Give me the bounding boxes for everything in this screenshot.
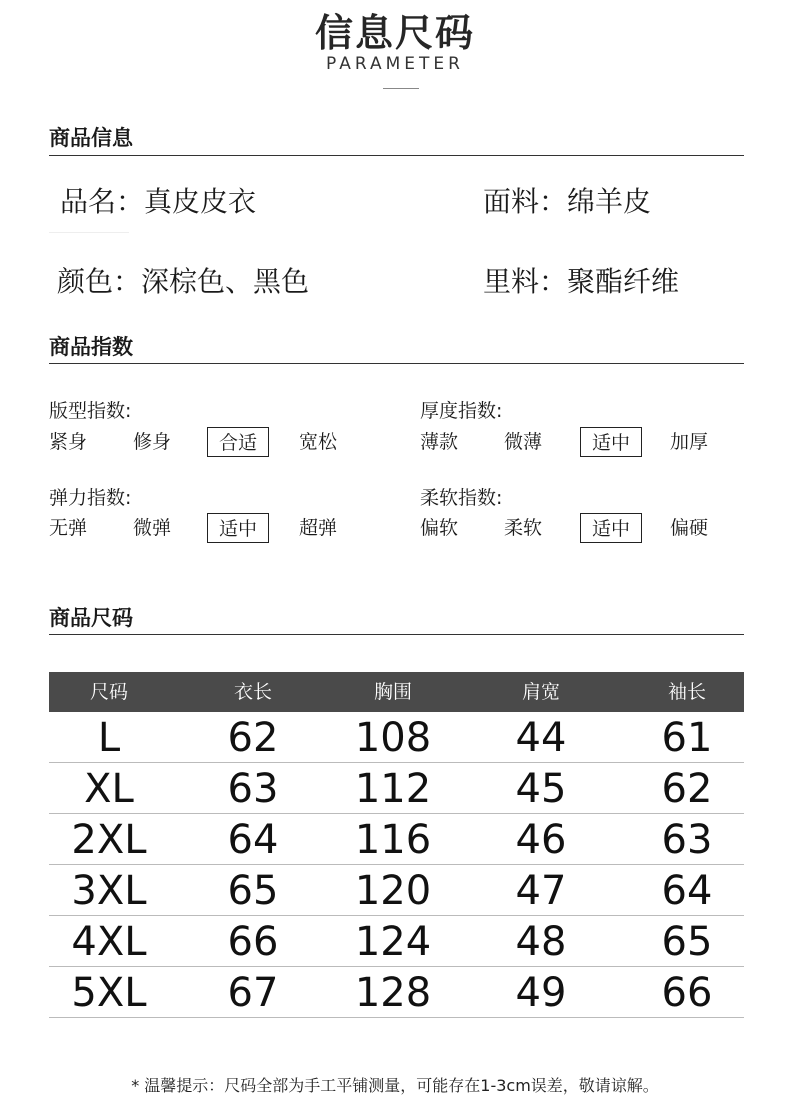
cell-shoulder: 49 — [515, 970, 567, 1016]
cell-chest: 116 — [354, 817, 432, 863]
thickness-option-selected: 适中 — [580, 427, 642, 457]
cell-shoulder: 44 — [515, 715, 567, 761]
size-table-header — [49, 672, 744, 712]
thickness-option-slightly-thin: 微薄 — [504, 431, 543, 453]
header-shoulder: 肩宽 — [521, 681, 560, 703]
cell-shoulder: 46 — [515, 817, 567, 863]
cell-chest: 112 — [354, 766, 432, 812]
product-name: 品名：真皮皮衣 — [60, 185, 257, 218]
elasticity-option-none: 无弹 — [49, 517, 88, 539]
table-row — [49, 865, 744, 916]
softness-index-label: 柔软指数: — [420, 487, 503, 509]
cell-chest: 124 — [354, 919, 432, 965]
cell-length: 64 — [227, 817, 279, 863]
cell-sleeve: 66 — [661, 970, 713, 1016]
table-row — [49, 763, 744, 814]
thickness-option-thin: 薄款 — [420, 431, 459, 453]
elasticity-option-slight: 微弹 — [133, 517, 172, 539]
cell-sleeve: 62 — [661, 766, 713, 812]
title-divider — [383, 88, 419, 89]
cell-sleeve: 64 — [661, 868, 713, 914]
thickness-index-options — [420, 427, 740, 459]
cell-length: 63 — [227, 766, 279, 812]
size-table — [49, 672, 744, 1018]
product-info-divider — [49, 155, 744, 156]
product-lining: 里料：聚酯纤维 — [483, 265, 680, 298]
cell-shoulder: 45 — [515, 766, 567, 812]
table-row — [49, 967, 744, 1018]
fit-index-options — [49, 427, 369, 459]
header-size: 尺码 — [89, 681, 128, 703]
table-row — [49, 712, 744, 763]
cell-size: L — [97, 715, 121, 761]
cell-sleeve: 63 — [661, 817, 713, 863]
sizes-heading: 商品尺码 — [49, 606, 133, 630]
cell-length: 66 — [227, 919, 279, 965]
fit-option-slim: 修身 — [133, 431, 172, 453]
product-color: 颜色：深棕色、黑色 — [57, 265, 310, 298]
cell-size: 5XL — [71, 970, 147, 1016]
measurement-note: * 温馨提示：尺码全部为手工平铺测量，可能存在1-3cm误差，敬请谅解。 — [131, 1076, 659, 1095]
elasticity-option-super: 超弹 — [299, 517, 338, 539]
cell-length: 62 — [227, 715, 279, 761]
product-fabric: 面料：绵羊皮 — [483, 185, 652, 218]
table-row — [49, 814, 744, 865]
cell-chest: 108 — [354, 715, 432, 761]
cell-shoulder: 47 — [515, 868, 567, 914]
cell-chest: 120 — [354, 868, 432, 914]
faint-divider — [49, 232, 129, 233]
elasticity-index-options — [49, 513, 369, 545]
cell-size: XL — [84, 766, 134, 812]
elasticity-index-label: 弹力指数: — [49, 487, 132, 509]
header-sleeve: 袖长 — [667, 681, 706, 703]
softness-index-options — [420, 513, 740, 545]
indices-divider — [49, 363, 744, 364]
fit-option-selected: 合适 — [207, 427, 269, 457]
fit-option-loose: 宽松 — [299, 431, 338, 453]
header-chest: 胸围 — [373, 681, 412, 703]
elasticity-option-selected: 适中 — [207, 513, 269, 543]
indices-heading: 商品指数 — [49, 335, 133, 359]
sizes-divider — [49, 634, 744, 635]
softness-option-very-soft: 柔软 — [504, 517, 543, 539]
page-title: 信息尺码 — [314, 11, 475, 55]
fit-option-tight: 紧身 — [49, 431, 88, 453]
cell-size: 3XL — [71, 868, 147, 914]
cell-size: 4XL — [71, 919, 147, 965]
cell-sleeve: 61 — [661, 715, 713, 761]
cell-length: 65 — [227, 868, 279, 914]
fit-index-label: 版型指数: — [49, 400, 132, 422]
cell-shoulder: 48 — [515, 919, 567, 965]
cell-chest: 128 — [354, 970, 432, 1016]
product-info-heading: 商品信息 — [49, 126, 133, 150]
page-subtitle: PARAMETER — [326, 54, 464, 74]
softness-option-hard: 偏硬 — [670, 517, 709, 539]
softness-option-soft: 偏软 — [420, 517, 459, 539]
header-length: 衣长 — [233, 681, 272, 703]
thickness-option-thick: 加厚 — [670, 431, 709, 453]
cell-size: 2XL — [71, 817, 147, 863]
softness-option-selected: 适中 — [580, 513, 642, 543]
cell-length: 67 — [227, 970, 279, 1016]
cell-sleeve: 65 — [661, 919, 713, 965]
table-row — [49, 916, 744, 967]
thickness-index-label: 厚度指数: — [420, 400, 503, 422]
